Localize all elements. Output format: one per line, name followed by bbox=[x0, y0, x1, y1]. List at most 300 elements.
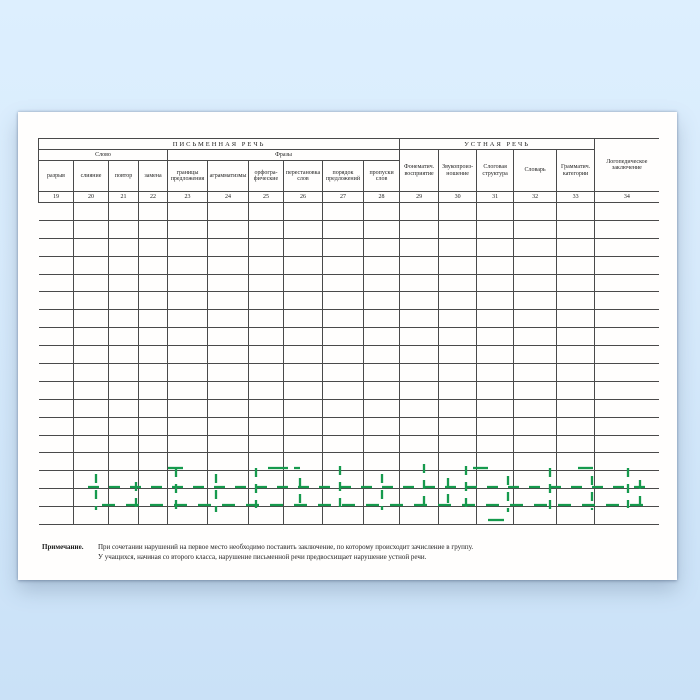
table-cell bbox=[595, 417, 659, 435]
column-header: повтор bbox=[109, 161, 139, 192]
table-cell bbox=[557, 417, 595, 435]
table-cell bbox=[74, 256, 109, 274]
table-cell bbox=[139, 346, 168, 364]
table-cell bbox=[249, 471, 284, 489]
table-cell bbox=[557, 435, 595, 453]
table-cell bbox=[74, 274, 109, 292]
table-cell bbox=[39, 238, 74, 256]
table-cell bbox=[323, 417, 364, 435]
column-number: 29 bbox=[400, 192, 439, 203]
table-cell bbox=[249, 292, 284, 310]
table-cell bbox=[208, 364, 249, 382]
table-cell bbox=[514, 364, 557, 382]
table-cell bbox=[595, 489, 659, 507]
table-cell bbox=[323, 203, 364, 221]
table-cell bbox=[595, 381, 659, 399]
table-cell bbox=[323, 310, 364, 328]
table-cell bbox=[284, 256, 323, 274]
column-header: разрыв bbox=[39, 161, 74, 192]
table-cell bbox=[109, 399, 139, 417]
table-cell bbox=[139, 220, 168, 238]
column-number: 26 bbox=[284, 192, 323, 203]
table-cell bbox=[595, 328, 659, 346]
table-cell bbox=[477, 381, 514, 399]
table-cell bbox=[557, 328, 595, 346]
table-cell bbox=[477, 292, 514, 310]
table-cell bbox=[400, 256, 439, 274]
table-cell bbox=[595, 507, 659, 525]
table-cell bbox=[400, 507, 439, 525]
table-cell bbox=[249, 328, 284, 346]
footnote bbox=[42, 543, 642, 562]
table-cell bbox=[139, 256, 168, 274]
subgroup-header-row bbox=[39, 150, 659, 161]
table-cell bbox=[557, 364, 595, 382]
table-cell bbox=[39, 489, 74, 507]
table-cell bbox=[208, 381, 249, 399]
table-cell bbox=[514, 328, 557, 346]
table-cell bbox=[39, 328, 74, 346]
table-cell bbox=[139, 417, 168, 435]
table-cell bbox=[477, 274, 514, 292]
column-header: замена bbox=[139, 161, 168, 192]
table-cell bbox=[439, 220, 477, 238]
table-cell bbox=[284, 220, 323, 238]
table-row bbox=[39, 435, 659, 453]
table-cell bbox=[323, 507, 364, 525]
table-cell bbox=[208, 489, 249, 507]
table-cell bbox=[139, 381, 168, 399]
table-cell bbox=[323, 364, 364, 382]
table-cell bbox=[439, 507, 477, 525]
table-cell bbox=[595, 364, 659, 382]
table-cell bbox=[323, 381, 364, 399]
table-cell bbox=[514, 435, 557, 453]
group-header-oral-speech: УСТНАЯ РЕЧЬ bbox=[400, 139, 595, 150]
table-cell bbox=[168, 220, 208, 238]
form-page bbox=[18, 112, 677, 580]
table-cell bbox=[364, 203, 400, 221]
table-cell bbox=[109, 328, 139, 346]
table-cell bbox=[208, 220, 249, 238]
table-cell bbox=[284, 381, 323, 399]
subgroup-header-phrases: Фразы bbox=[168, 150, 400, 161]
table-cell bbox=[323, 220, 364, 238]
table-cell bbox=[74, 381, 109, 399]
table-cell bbox=[139, 203, 168, 221]
table-cell bbox=[139, 435, 168, 453]
table-cell bbox=[477, 453, 514, 471]
table-cell bbox=[139, 328, 168, 346]
table-cell bbox=[284, 310, 323, 328]
table-cell bbox=[284, 274, 323, 292]
table-cell bbox=[514, 274, 557, 292]
table-cell bbox=[557, 220, 595, 238]
table-cell bbox=[514, 417, 557, 435]
table-cell bbox=[477, 507, 514, 525]
table-cell bbox=[439, 274, 477, 292]
table-cell bbox=[109, 435, 139, 453]
table-cell bbox=[595, 471, 659, 489]
table-cell bbox=[400, 399, 439, 417]
table-cell bbox=[139, 274, 168, 292]
table-cell bbox=[249, 203, 284, 221]
table-cell bbox=[74, 417, 109, 435]
table-cell bbox=[557, 399, 595, 417]
table-cell bbox=[323, 256, 364, 274]
table-cell bbox=[139, 507, 168, 525]
table-cell bbox=[439, 203, 477, 221]
table-cell bbox=[249, 310, 284, 328]
table-cell bbox=[284, 238, 323, 256]
table-cell bbox=[168, 417, 208, 435]
table-cell bbox=[514, 220, 557, 238]
column-header-conclusion: Логопедическое заключение bbox=[595, 139, 659, 192]
table-cell bbox=[208, 507, 249, 525]
column-number: 20 bbox=[74, 192, 109, 203]
table-cell bbox=[477, 328, 514, 346]
table-cell bbox=[249, 435, 284, 453]
table-cell bbox=[168, 381, 208, 399]
table-row bbox=[39, 220, 659, 238]
table-cell bbox=[109, 292, 139, 310]
table-cell bbox=[557, 238, 595, 256]
table-cell bbox=[208, 417, 249, 435]
column-number: 22 bbox=[139, 192, 168, 203]
table-cell bbox=[364, 310, 400, 328]
group-header-written-speech: ПИСЬМЕННАЯ РЕЧЬ bbox=[39, 139, 400, 150]
table-cell bbox=[39, 435, 74, 453]
table-cell bbox=[400, 292, 439, 310]
table-cell bbox=[39, 274, 74, 292]
table-cell bbox=[168, 274, 208, 292]
table-cell bbox=[514, 203, 557, 221]
table-cell bbox=[168, 507, 208, 525]
table-cell bbox=[323, 471, 364, 489]
table-cell bbox=[557, 310, 595, 328]
table-cell bbox=[168, 203, 208, 221]
table-cell bbox=[323, 399, 364, 417]
table-cell bbox=[74, 203, 109, 221]
table-cell bbox=[595, 310, 659, 328]
table-cell bbox=[323, 346, 364, 364]
table-cell bbox=[595, 435, 659, 453]
table-cell bbox=[168, 346, 208, 364]
table-cell bbox=[439, 453, 477, 471]
table-cell bbox=[557, 489, 595, 507]
table-row bbox=[39, 292, 659, 310]
table-cell bbox=[74, 220, 109, 238]
speech-assessment-table bbox=[38, 138, 659, 525]
table-cell bbox=[284, 364, 323, 382]
table-cell bbox=[364, 489, 400, 507]
column-header: слияние bbox=[74, 161, 109, 192]
column-number: 25 bbox=[249, 192, 284, 203]
table-cell bbox=[514, 381, 557, 399]
table-cell bbox=[514, 399, 557, 417]
table-cell bbox=[168, 310, 208, 328]
table-cell bbox=[439, 381, 477, 399]
table-cell bbox=[249, 274, 284, 292]
column-header: Словарь bbox=[514, 150, 557, 192]
table-cell bbox=[400, 435, 439, 453]
table-cell bbox=[595, 274, 659, 292]
table-cell bbox=[39, 399, 74, 417]
table-row bbox=[39, 310, 659, 328]
table-cell bbox=[400, 417, 439, 435]
table-cell bbox=[39, 453, 74, 471]
table-cell bbox=[439, 489, 477, 507]
table-cell bbox=[208, 399, 249, 417]
table-cell bbox=[439, 417, 477, 435]
table-cell bbox=[439, 310, 477, 328]
column-number: 34 bbox=[595, 192, 659, 203]
table-cell bbox=[74, 310, 109, 328]
table-cell bbox=[364, 453, 400, 471]
table-row bbox=[39, 256, 659, 274]
table-cell bbox=[74, 453, 109, 471]
table-cell bbox=[284, 399, 323, 417]
table-cell bbox=[477, 238, 514, 256]
table-cell bbox=[249, 453, 284, 471]
table-cell bbox=[109, 471, 139, 489]
subgroup-header-word: Слово bbox=[39, 150, 168, 161]
table-cell bbox=[477, 471, 514, 489]
table-cell bbox=[439, 471, 477, 489]
column-header: порядок предложений bbox=[323, 161, 364, 192]
table-cell bbox=[477, 310, 514, 328]
table-cell bbox=[74, 364, 109, 382]
table-row bbox=[39, 489, 659, 507]
table-cell bbox=[168, 238, 208, 256]
column-number: 31 bbox=[477, 192, 514, 203]
table-cell bbox=[109, 346, 139, 364]
table-cell bbox=[514, 238, 557, 256]
table-cell bbox=[139, 292, 168, 310]
table-cell bbox=[477, 489, 514, 507]
table-cell bbox=[109, 489, 139, 507]
table-cell bbox=[514, 310, 557, 328]
table-cell bbox=[400, 238, 439, 256]
table-cell bbox=[39, 203, 74, 221]
table-cell bbox=[208, 238, 249, 256]
column-header: Грамматич. категории bbox=[557, 150, 595, 192]
table-cell bbox=[323, 292, 364, 310]
table-cell bbox=[364, 328, 400, 346]
table-cell bbox=[208, 453, 249, 471]
table-cell bbox=[557, 346, 595, 364]
column-number-row bbox=[39, 192, 659, 203]
table-cell bbox=[139, 489, 168, 507]
table-cell bbox=[400, 364, 439, 382]
table-cell bbox=[168, 471, 208, 489]
table-cell bbox=[109, 274, 139, 292]
table-cell bbox=[400, 328, 439, 346]
table-cell bbox=[74, 346, 109, 364]
table-cell bbox=[284, 489, 323, 507]
table-cell bbox=[109, 381, 139, 399]
table-cell bbox=[557, 381, 595, 399]
table-cell bbox=[477, 399, 514, 417]
table-cell bbox=[557, 453, 595, 471]
table-cell bbox=[400, 453, 439, 471]
table-cell bbox=[168, 435, 208, 453]
column-header: Слоговая структура bbox=[477, 150, 514, 192]
table-row bbox=[39, 399, 659, 417]
column-number: 27 bbox=[323, 192, 364, 203]
table-cell bbox=[595, 220, 659, 238]
table-cell bbox=[284, 328, 323, 346]
table-cell bbox=[74, 471, 109, 489]
table-cell bbox=[39, 310, 74, 328]
table-cell bbox=[249, 417, 284, 435]
table-cell bbox=[323, 274, 364, 292]
column-header: аграмматизмы bbox=[208, 161, 249, 192]
table-cell bbox=[39, 364, 74, 382]
table-cell bbox=[39, 292, 74, 310]
table-cell bbox=[400, 220, 439, 238]
table-cell bbox=[208, 471, 249, 489]
table-cell bbox=[439, 364, 477, 382]
table-cell bbox=[323, 328, 364, 346]
table-cell bbox=[595, 346, 659, 364]
table-cell bbox=[249, 489, 284, 507]
table-cell bbox=[284, 292, 323, 310]
table-cell bbox=[284, 471, 323, 489]
table-cell bbox=[39, 471, 74, 489]
footnote-line-2: У учащихся, начиная со второго класса, нарушение письменной речи предвосхищает нарушение устной речи. bbox=[98, 552, 427, 561]
table-cell bbox=[595, 238, 659, 256]
table-cell bbox=[39, 507, 74, 525]
table-row bbox=[39, 328, 659, 346]
table-cell bbox=[323, 238, 364, 256]
table-cell bbox=[595, 453, 659, 471]
table-row bbox=[39, 417, 659, 435]
table-row bbox=[39, 381, 659, 399]
table-cell bbox=[74, 238, 109, 256]
table-cell bbox=[284, 507, 323, 525]
table-cell bbox=[364, 364, 400, 382]
table-cell bbox=[249, 399, 284, 417]
table-cell bbox=[477, 256, 514, 274]
column-header: Звукопроиз- ношение bbox=[439, 150, 477, 192]
table-cell bbox=[284, 417, 323, 435]
column-number: 33 bbox=[557, 192, 595, 203]
column-header: Фонематич. восприятие bbox=[400, 150, 439, 192]
table-cell bbox=[168, 489, 208, 507]
table-cell bbox=[168, 399, 208, 417]
table-cell bbox=[139, 364, 168, 382]
table-row bbox=[39, 471, 659, 489]
table-cell bbox=[74, 292, 109, 310]
table-cell bbox=[39, 220, 74, 238]
table-cell bbox=[514, 489, 557, 507]
table-cell bbox=[400, 381, 439, 399]
table-cell bbox=[514, 346, 557, 364]
table-cell bbox=[364, 417, 400, 435]
table-cell bbox=[139, 471, 168, 489]
table-cell bbox=[249, 238, 284, 256]
table-cell bbox=[477, 203, 514, 221]
table-cell bbox=[249, 346, 284, 364]
table-cell bbox=[208, 256, 249, 274]
table-cell bbox=[109, 364, 139, 382]
table-cell bbox=[284, 435, 323, 453]
footnote-label: Примечание. bbox=[42, 543, 84, 551]
table-cell bbox=[595, 203, 659, 221]
table-cell bbox=[514, 453, 557, 471]
table-cell bbox=[284, 453, 323, 471]
table-cell bbox=[168, 292, 208, 310]
table-cell bbox=[249, 364, 284, 382]
speech-assessment-table-wrap bbox=[38, 138, 659, 525]
table-cell bbox=[168, 364, 208, 382]
table-row bbox=[39, 453, 659, 471]
table-cell bbox=[39, 256, 74, 274]
table-cell bbox=[208, 203, 249, 221]
table-cell bbox=[208, 435, 249, 453]
table-cell bbox=[364, 399, 400, 417]
table-row bbox=[39, 507, 659, 525]
table-cell bbox=[109, 417, 139, 435]
table-cell bbox=[364, 507, 400, 525]
table-cell bbox=[208, 328, 249, 346]
table-cell bbox=[400, 203, 439, 221]
table-cell bbox=[168, 328, 208, 346]
table-cell bbox=[284, 203, 323, 221]
table-cell bbox=[364, 238, 400, 256]
table-cell bbox=[477, 417, 514, 435]
column-header: пропуски слов bbox=[364, 161, 400, 192]
table-cell bbox=[514, 292, 557, 310]
table-cell bbox=[74, 399, 109, 417]
table-cell bbox=[323, 489, 364, 507]
table-cell bbox=[364, 346, 400, 364]
table-cell bbox=[139, 310, 168, 328]
table-cell bbox=[109, 220, 139, 238]
table-cell bbox=[557, 507, 595, 525]
column-header: перестановка слов bbox=[284, 161, 323, 192]
table-cell bbox=[109, 238, 139, 256]
table-cell bbox=[477, 364, 514, 382]
table-cell bbox=[208, 346, 249, 364]
table-row bbox=[39, 203, 659, 221]
table-cell bbox=[595, 399, 659, 417]
column-number: 28 bbox=[364, 192, 400, 203]
table-cell bbox=[109, 203, 139, 221]
table-cell bbox=[109, 507, 139, 525]
table-cell bbox=[249, 220, 284, 238]
table-cell bbox=[477, 435, 514, 453]
table-row bbox=[39, 346, 659, 364]
table-cell bbox=[400, 346, 439, 364]
table-cell bbox=[364, 220, 400, 238]
table-cell bbox=[208, 274, 249, 292]
table-cell bbox=[109, 256, 139, 274]
table-cell bbox=[439, 435, 477, 453]
table-cell bbox=[477, 346, 514, 364]
table-cell bbox=[109, 310, 139, 328]
table-cell bbox=[249, 381, 284, 399]
table-cell bbox=[74, 328, 109, 346]
table-cell bbox=[439, 238, 477, 256]
table-cell bbox=[439, 256, 477, 274]
table-cell bbox=[74, 507, 109, 525]
table-cell bbox=[39, 417, 74, 435]
table-cell bbox=[208, 292, 249, 310]
table-cell bbox=[514, 507, 557, 525]
table-cell bbox=[595, 256, 659, 274]
